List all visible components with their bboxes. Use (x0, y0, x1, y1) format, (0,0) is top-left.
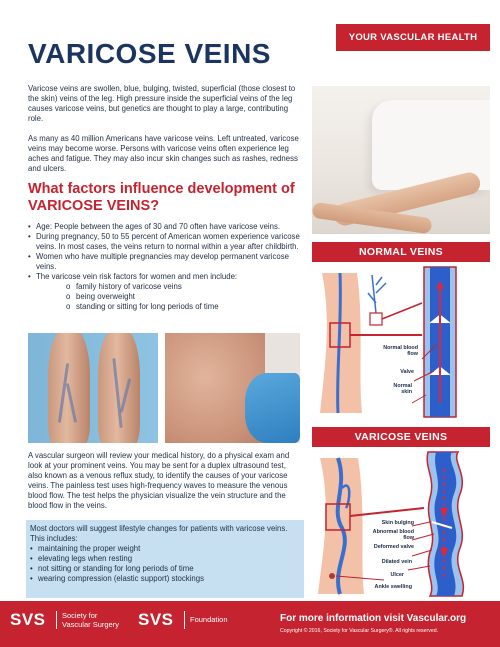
risk-factors-sublist (36, 282, 300, 312)
intro-paragraph-2: As many as 40 million Americans have varicose veins. Left untreated, varicose veins may become worse. Persons with varicose veins often experience leg aches and fatigue. They may also incur skin changes such as rashes, redness and ulcers. (28, 134, 299, 173)
top-banner: YOUR VASCULAR HEALTH (336, 24, 490, 51)
svs-logo: SVS (10, 610, 46, 629)
list-item: • elevating legs when resting (30, 554, 300, 564)
lifestyle-box (26, 520, 304, 598)
label-normal-skin: Normal skin (393, 383, 412, 395)
list-item: • not sitting or standing for long periods of time (30, 564, 300, 574)
label-normal-blood-flow: Normal blood flow (383, 345, 418, 357)
svs-foundation-logo: SVS (138, 610, 174, 629)
surgeon-paragraph: A vascular surgeon will review your medical history, do a physical exam and look at your prominent veins. You may be sent for a duplex ultrasound test, also known as a venous reflux study, to identify the causes of your varicose veins. The painless test uses high-frequency waves to measure the venous blood flow. The test helps the physician visualize the vein structure and the blood flow in the veins. (28, 451, 290, 510)
sub-list-item: o family history of varicose veins (66, 282, 300, 292)
varicose-veins-band: VARICOSE VEINS (312, 427, 490, 447)
photo-leg-exam (165, 333, 300, 443)
label-abnormal-blood-flow: Abnormal blood flow (372, 529, 414, 541)
list-item: • Women who have multiple pregnancies may develop permanent varicose veins. (28, 252, 300, 272)
varicose-veins-diagram (312, 448, 490, 598)
label-skin-bulging: Skin bulging (381, 520, 414, 526)
intro-paragraph-1: Varicose veins are swollen, blue, bulging, twisted, superficial (those closest to the skin) veins of the leg. High pressure inside the superficial veins of the leg causes varicose veins, but genetics are thought to play a large, contributing role. (28, 84, 296, 123)
normal-veins-band: NORMAL VEINS (312, 242, 490, 262)
factors-heading-line2: VARICOSE VEINS? (28, 198, 160, 214)
list-item: • wearing compression (elastic support) stockings (30, 574, 300, 584)
label-deformed-valve: Deformed valve (373, 544, 414, 550)
sub-list-item: o standing or sitting for long periods of time (66, 302, 300, 312)
list-item-text: The varicose vein risk factors for women and men include: (36, 272, 238, 281)
page-title: VARICOSE VEINS (28, 38, 271, 69)
copyright: Copyright © 2016, Society for Vascular Surgery®. All rights reserved. (280, 628, 439, 634)
more-info-link[interactable]: For more information visit Vascular.org (280, 613, 467, 624)
footer (0, 601, 500, 647)
list-item: • Age: People between the ages of 30 and 70 often have varicose veins. (28, 222, 300, 232)
photo-legs-back (28, 333, 158, 443)
list-item: • maintaining the proper weight (30, 544, 300, 554)
list-item (28, 272, 300, 312)
photo-woman-legs (312, 86, 490, 234)
society-name-line2: Vascular Surgery (62, 619, 119, 629)
society-name-line1: Society for (62, 611, 98, 620)
divider (56, 611, 57, 629)
normal-veins-diagram (312, 263, 490, 421)
list-item: • During pregnancy, 50 to 55 percent of American women experience varicose veins. In most cases, the veins return to normal within a year after childbirth. (28, 232, 300, 252)
lifestyle-intro: Most doctors will suggest lifestyle changes for patients with varicose veins. This includes: (30, 524, 288, 543)
foundation-name: Foundation (190, 615, 228, 624)
lifestyle-list (30, 544, 300, 584)
factors-heading-line1: What factors influence development of (28, 181, 295, 197)
intro-section (28, 84, 300, 184)
label-valve: Valve (400, 369, 414, 375)
factors-heading (28, 181, 300, 215)
label-ankle-swelling: Ankle swelling (374, 584, 412, 590)
sub-list-item: o being overweight (66, 292, 300, 302)
normal-veins-illustration (312, 263, 490, 421)
society-name (62, 612, 119, 629)
label-ulcer: Ulcer (390, 572, 404, 578)
label-dilated-vein: Dilated vein (381, 559, 412, 565)
factors-list (28, 222, 300, 312)
divider (184, 611, 185, 629)
